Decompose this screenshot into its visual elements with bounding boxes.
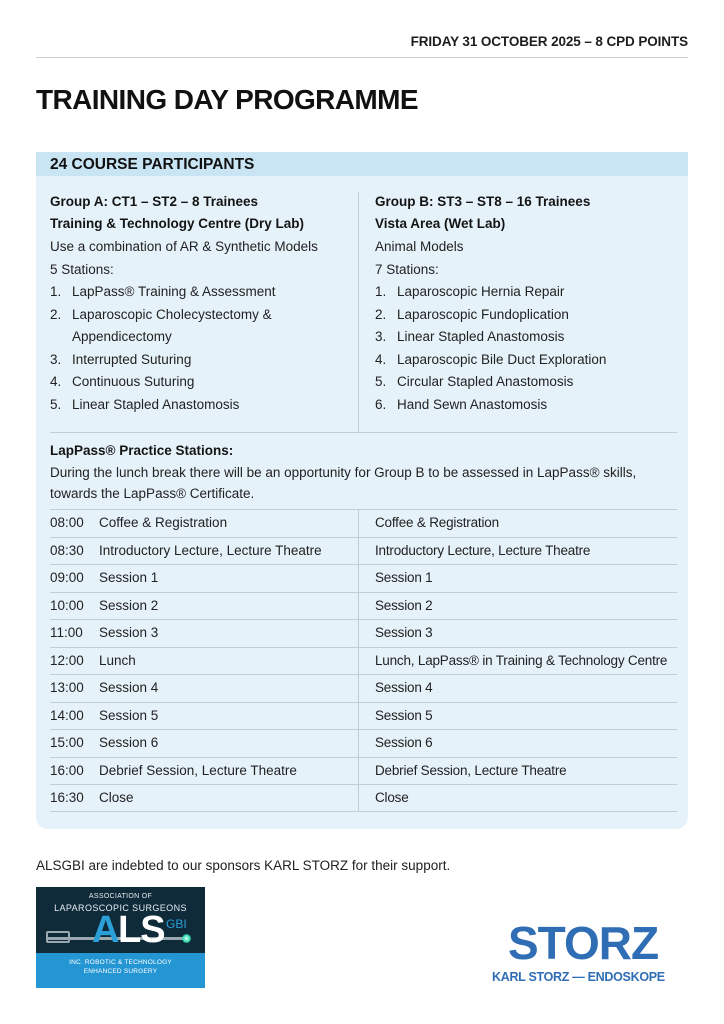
schedule-row <box>50 537 677 565</box>
list-item <box>375 281 685 304</box>
schedule-group-b: Session 2 <box>375 597 433 613</box>
schedule-column-divider <box>358 593 359 620</box>
practice-text: During the lunch break there will be an opportunity for Group B to be assessed in LapPass® skills, towards the LapPass® Certificate. <box>50 465 637 501</box>
group-a-stations-label: 5 Stations: <box>50 261 114 277</box>
schedule-table <box>50 509 677 812</box>
als-logo-band-line1: INC. ROBOTIC & TECHNOLOGY <box>69 959 172 966</box>
station-text: Linear Stapled Anastomosis <box>72 396 240 412</box>
als-logo-line1: ASSOCIATION OF <box>88 893 153 900</box>
station-number: 1. <box>375 284 387 299</box>
schedule-group-a: Coffee & Registration <box>99 515 228 530</box>
schedule-row <box>50 757 677 785</box>
schedule-column-divider <box>358 758 359 785</box>
schedule-group-b: Close <box>375 790 409 805</box>
als-logo-line2: LAPAROSCOPIC SURGEONS <box>54 903 187 913</box>
schedule-time: 08:00 <box>50 515 84 530</box>
schedule-column-divider <box>358 648 359 675</box>
schedule-row <box>50 674 677 702</box>
schedule-group-b: Coffee & Registration <box>375 515 499 530</box>
alsgbi-logo <box>36 887 205 988</box>
list-item <box>50 371 360 394</box>
sponsor-text: ALSGBI are indebted to our sponsors KARL STORZ for their support. <box>36 858 451 873</box>
schedule-time: 09:00 <box>50 570 84 585</box>
schedule-time: 08:30 <box>50 542 84 558</box>
station-number: 5. <box>375 374 387 389</box>
participants-heading: 24 COURSE PARTICIPANTS <box>36 152 688 176</box>
station-number: 3. <box>50 351 62 367</box>
schedule-column-divider <box>358 675 359 702</box>
group-column-divider <box>358 192 359 432</box>
list-item <box>50 281 360 304</box>
station-text: Interrupted Suturing <box>72 351 192 367</box>
station-text: Laparoscopic Bile Duct Exploration <box>397 351 607 367</box>
schedule-row <box>50 784 677 812</box>
schedule-group-b: Session 3 <box>375 625 433 640</box>
list-item <box>375 304 685 327</box>
schedule-group-b: Debrief Session, Lecture Theatre <box>375 762 567 778</box>
schedule-group-a: Session 2 <box>99 597 159 613</box>
storz-subline: KARL STORZ — ENDOSKOPE <box>492 970 665 984</box>
schedule-group-a: Introductory Lecture, Lecture Theatre <box>99 542 322 558</box>
group-b-title: Group B: ST3 – ST8 – 16 Trainees <box>375 194 591 209</box>
schedule-group-a: Session 5 <box>99 707 159 723</box>
header-divider <box>36 57 688 58</box>
group-b-stations <box>375 281 685 416</box>
schedule-group-a: Session 4 <box>99 680 159 695</box>
schedule-group-b: Session 5 <box>375 707 433 723</box>
list-item <box>375 326 685 349</box>
station-number: 2. <box>375 306 387 322</box>
station-text: Circular Stapled Anastomosis <box>397 374 574 389</box>
list-item <box>50 394 360 417</box>
schedule-column-divider <box>358 510 359 537</box>
schedule-group-b: Session 6 <box>375 735 433 750</box>
station-text: Hand Sewn Anastomosis <box>397 396 548 412</box>
practice-title: LapPass® Practice Stations: <box>50 443 234 458</box>
als-logo-ls: LS <box>118 909 165 951</box>
practice-stations <box>50 440 670 504</box>
list-item <box>375 394 685 417</box>
schedule-group-b: Introductory Lecture, Lecture Theatre <box>375 542 591 558</box>
schedule-group-a: Session 1 <box>99 570 159 585</box>
schedule-group-a: Session 3 <box>99 625 159 640</box>
station-text: Continuous Suturing <box>72 374 195 389</box>
group-a-stations <box>50 281 360 416</box>
schedule-group-a: Lunch <box>99 652 136 668</box>
schedule-row <box>50 564 677 592</box>
schedule-column-divider <box>358 620 359 647</box>
schedule-group-b: Lunch, LapPass® in Training & Technology Centre <box>375 652 668 668</box>
date-cpd-line: FRIDAY 31 OCTOBER 2025 – 8 CPD POINTS <box>410 34 688 49</box>
station-number: 4. <box>375 351 387 367</box>
schedule-group-b: Session 4 <box>375 680 433 695</box>
group-b-description: Animal Models <box>375 239 464 254</box>
schedule-time: 14:00 <box>50 707 84 723</box>
station-number: 6. <box>375 396 387 412</box>
schedule-row <box>50 729 677 757</box>
schedule-group-a: Session 6 <box>99 735 159 750</box>
page-title: TRAINING DAY PROGRAMME <box>36 84 418 115</box>
group-b <box>375 176 685 416</box>
schedule-column-divider <box>358 785 359 811</box>
list-item <box>50 349 360 372</box>
station-number: 5. <box>50 396 62 412</box>
list-item <box>375 349 685 372</box>
schedule-row <box>50 702 677 730</box>
schedule-group-b: Session 1 <box>375 570 433 585</box>
station-number: 1. <box>50 284 62 299</box>
schedule-group-a: Debrief Session, Lecture Theatre <box>99 762 297 778</box>
schedule-column-divider <box>358 703 359 730</box>
schedule-row <box>50 509 677 537</box>
schedule-column-divider <box>358 565 359 592</box>
group-a-title: Group A: CT1 – ST2 – 8 Trainees <box>50 194 259 209</box>
scope-light-icon <box>182 934 191 943</box>
station-text: Laparoscopic Fundoplication <box>397 306 569 322</box>
station-text: Linear Stapled Anastomosis <box>397 329 565 344</box>
schedule-time: 12:00 <box>50 652 84 668</box>
group-a-location: Training & Technology Centre (Dry Lab) <box>50 216 305 231</box>
storz-wordmark: STORZ <box>508 917 659 969</box>
schedule-group-a: Close <box>99 790 134 805</box>
group-b-stations-label: 7 Stations: <box>375 261 439 277</box>
list-item <box>375 371 685 394</box>
schedule-time: 16:30 <box>50 790 84 805</box>
group-a-description: Use a combination of AR & Synthetic Models <box>50 239 318 254</box>
schedule-time: 11:00 <box>50 625 83 640</box>
schedule-column-divider <box>358 538 359 565</box>
group-b-location: Vista Area (Wet Lab) <box>375 216 506 231</box>
programme-panel <box>36 152 688 829</box>
schedule-row <box>50 619 677 647</box>
station-text: Laparoscopic Cholecystectomy & Appendicectomy <box>72 306 272 344</box>
karl-storz-logo <box>492 918 688 990</box>
group-a <box>50 176 360 416</box>
schedule-row <box>50 592 677 620</box>
station-text: LapPass® Training & Assessment <box>72 284 276 299</box>
laparoscope-handle-icon <box>46 931 70 943</box>
als-logo-a: A <box>92 909 120 951</box>
station-number: 3. <box>375 329 387 344</box>
schedule-time: 15:00 <box>50 735 84 750</box>
station-text: Laparoscopic Hernia Repair <box>397 284 565 299</box>
section-divider <box>50 432 677 433</box>
schedule-time: 13:00 <box>50 680 84 695</box>
list-item <box>50 304 360 349</box>
schedule-time: 16:00 <box>50 762 84 778</box>
station-number: 2. <box>50 306 62 322</box>
schedule-column-divider <box>358 730 359 757</box>
groups-section <box>36 176 688 433</box>
als-logo-gbi: GBI <box>166 917 187 931</box>
station-number: 4. <box>50 374 62 389</box>
schedule-time: 10:00 <box>50 597 84 613</box>
als-logo-band-line2: ENHANCED SURGERY <box>83 968 158 975</box>
schedule-row <box>50 647 677 675</box>
